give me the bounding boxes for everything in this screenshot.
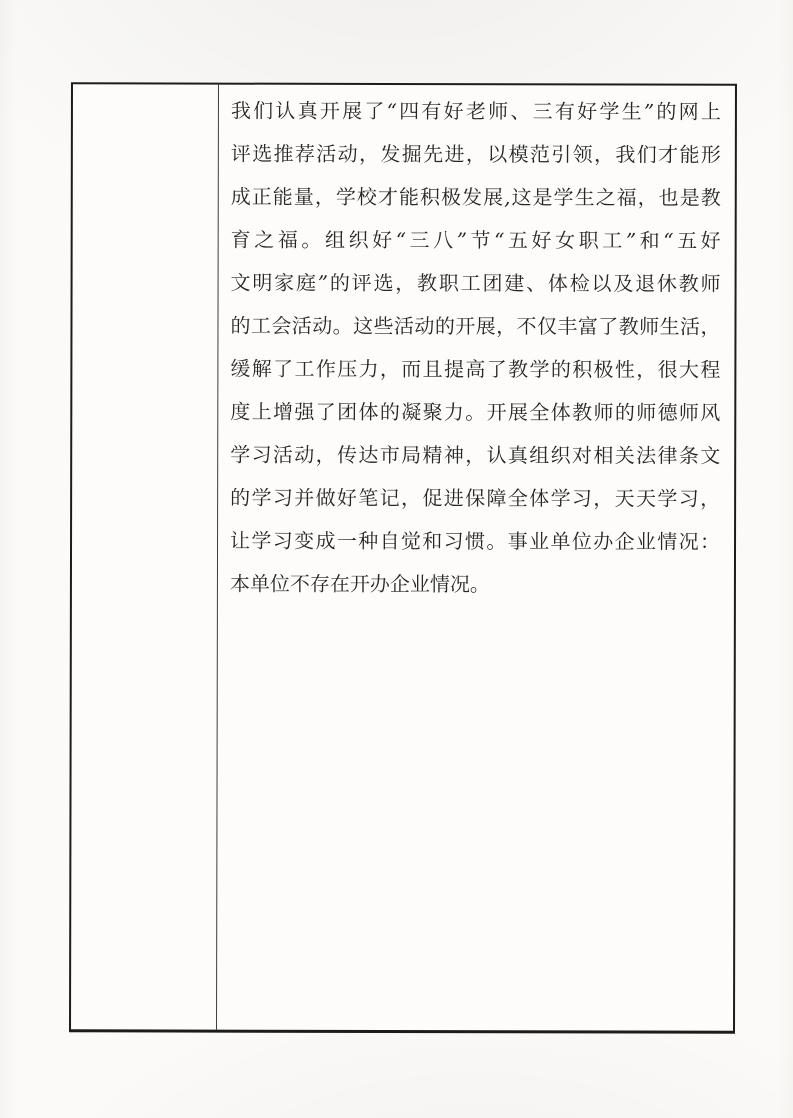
content-cell xyxy=(217,85,735,1031)
text-line: 成正能量，学校才能积极发展,这是学生之福，也是教 xyxy=(230,184,721,210)
report-table xyxy=(69,82,737,1033)
text-line: 我们认真开展了“四有好老师、三有好学生”的网上 xyxy=(230,98,721,124)
text-line: 的工会活动。这些活动的开展，不仅丰富了教师生活， xyxy=(230,313,721,339)
text-line: 评选推荐活动，发掘先进，以模范引领，我们才能形 xyxy=(230,141,721,167)
text-line: 缓解了工作压力，而且提高了教学的积极性，很大程 xyxy=(230,356,721,382)
label-cell-empty xyxy=(71,84,219,1029)
text-line: 让学习变成一种自觉和习惯。事业单位办企业情况： xyxy=(230,528,721,554)
text-line: 育之福。组织好“三八”节“五好女职工”和“五好 xyxy=(230,227,721,253)
text-line: 度上增强了团体的凝聚力。开展全体教师的师德师风 xyxy=(230,399,721,425)
text-line: 本单位不存在开办企业情况。 xyxy=(229,571,490,597)
text-line: 学习活动，传达市局精神，认真组织对相关法律条文 xyxy=(230,442,721,468)
text-line: 的学习并做好笔记，促进保障全体学习，天天学习， xyxy=(230,485,721,511)
text-line: 文明家庭”的评选，教职工团建、体检以及退休教师 xyxy=(230,270,721,296)
